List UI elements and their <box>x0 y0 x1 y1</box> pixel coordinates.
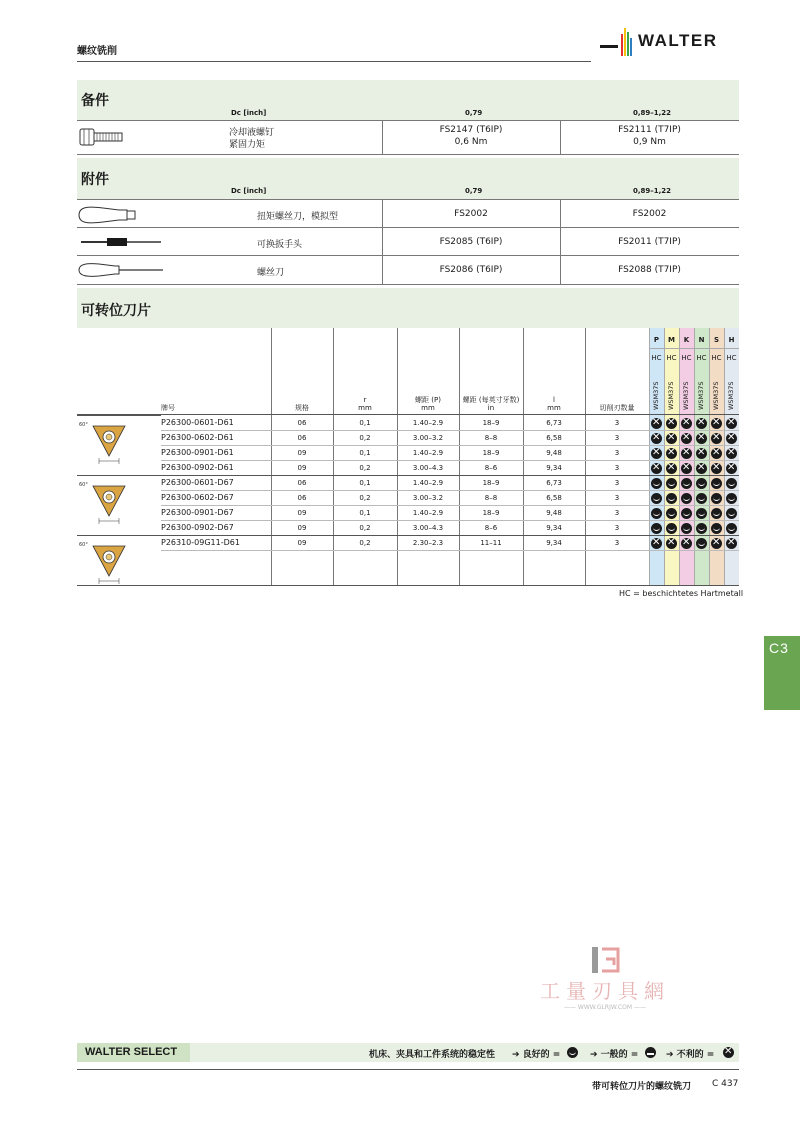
cell-edges: 3 <box>614 479 620 487</box>
cell-pitch: 3.00–3.2 <box>412 434 444 442</box>
bad-rating-icon <box>666 433 677 444</box>
cell-l: 9,48 <box>546 509 562 517</box>
good-rating-icon <box>666 493 677 504</box>
page-section-title: 螺纹铣削 <box>77 46 117 57</box>
accessory-row <box>77 255 739 285</box>
accessory-a: FS2085 (T6IP) <box>439 237 503 247</box>
cell-l: 6,73 <box>546 419 562 427</box>
bad-rating-icon <box>711 538 722 549</box>
good-rating-icon <box>666 508 677 519</box>
good-rating-icon <box>726 493 737 504</box>
row-divider <box>161 475 739 476</box>
cell-pitch: 2.30–2.3 <box>412 539 444 547</box>
good-rating-icon <box>651 523 662 534</box>
good-rating-icon <box>711 523 722 534</box>
cell-r: 0,1 <box>359 419 371 427</box>
cell-size: 09 <box>297 524 307 532</box>
bad-rating-icon <box>696 448 707 459</box>
bad-rating-icon <box>711 433 722 444</box>
row-divider <box>161 535 739 536</box>
cell-r: 0,1 <box>359 509 371 517</box>
cell-designation: P26300-0902-D61 <box>161 463 234 472</box>
good-rating-icon <box>681 478 692 489</box>
coolant-screw-icon <box>79 126 125 148</box>
cell-tpi: 18–9 <box>482 509 500 517</box>
cell-r: 0,2 <box>359 464 371 472</box>
accessory-b: FS2011 (T7IP) <box>618 237 681 247</box>
grade-hc-label: HC <box>711 354 722 362</box>
grade-group-label: H <box>728 336 735 344</box>
spare-part-b-1: FS2111 (T7IP) <box>618 125 681 135</box>
grade-hc-label: HC <box>666 354 677 362</box>
hdr-tpi-unit: in <box>487 404 495 412</box>
good-rating-icon <box>651 493 662 504</box>
cell-tpi: 11–11 <box>480 539 502 547</box>
row-divider <box>161 445 739 446</box>
insert-drawing-icon <box>79 538 129 586</box>
cell-tpi: 8–8 <box>484 434 498 442</box>
hdr-r-unit: mm <box>358 404 372 412</box>
cell-l: 9,34 <box>546 539 562 547</box>
grade-name-label: WSM37S <box>727 381 735 410</box>
hdr-pitch: 螺距 (P) <box>415 396 441 404</box>
grade-hc-label: HC <box>726 354 737 362</box>
row-divider <box>161 520 739 521</box>
bad-rating-icon <box>681 463 692 474</box>
good-rating-icon <box>681 508 692 519</box>
bad-rating-icon <box>666 538 677 549</box>
cell-edges: 3 <box>614 449 620 457</box>
cell-size: 06 <box>297 479 307 487</box>
column-divider <box>585 328 586 586</box>
watermark-url: —— WWW.GLRJW.COM —— <box>563 1004 646 1011</box>
bad-rating-icon <box>651 448 662 459</box>
grade-name-label: WSM37S <box>697 381 705 410</box>
svg-text:60°: 60° <box>79 482 88 488</box>
bad-rating-icon <box>681 448 692 459</box>
good-rating-icon <box>726 478 737 489</box>
cell-l: 9,34 <box>546 464 562 472</box>
dc-label: Dc [inch] <box>231 109 267 117</box>
cell-l: 6,73 <box>546 479 562 487</box>
cell-edges: 3 <box>614 434 620 442</box>
dc-label: Dc [inch] <box>231 187 267 195</box>
logo-wordmark: WALTER <box>638 31 718 50</box>
cell-l: 9,34 <box>546 524 562 532</box>
good-rating-icon <box>726 508 737 519</box>
hdr-l: l <box>553 396 555 404</box>
good-rating-icon <box>666 478 677 489</box>
grade-group-label: M <box>668 336 675 344</box>
row-divider <box>161 430 739 431</box>
grade-name-label: WSM37S <box>712 381 720 410</box>
chapter-tab[interactable] <box>764 636 800 710</box>
bad-rating-icon <box>726 418 737 429</box>
good-rating-icon <box>651 508 662 519</box>
bad-rating-icon <box>726 433 737 444</box>
cell-designation: P26300-0901-D61 <box>161 448 234 457</box>
group-divider <box>77 415 161 416</box>
legend-good: ➔ 良好的 = <box>512 1050 561 1060</box>
spare-part-b-2: 0,9 Nm <box>633 137 666 147</box>
bad-rating-icon <box>651 538 662 549</box>
cell-r: 0,2 <box>359 524 371 532</box>
insert-drawing-icon <box>79 418 129 466</box>
cell-designation: P26300-0601-D67 <box>161 478 234 487</box>
bad-rating-icon <box>681 418 692 429</box>
bad-rating-icon <box>726 448 737 459</box>
cell-r: 0,2 <box>359 539 371 547</box>
col-a-label: 0,79 <box>465 187 483 195</box>
torque-screwdriver-icon <box>77 204 141 226</box>
cell-edges: 3 <box>614 494 620 502</box>
cell-size: 09 <box>297 464 307 472</box>
bad-rating-icon <box>726 538 737 549</box>
watermark-text: 工量刃具網 <box>540 979 670 1003</box>
grade-hc-label: HC <box>651 354 662 362</box>
grade-name-label: WSM37S <box>667 381 675 410</box>
bad-rating-icon <box>666 463 677 474</box>
insert-drawing-icon <box>79 478 129 526</box>
cell-tpi: 8–6 <box>484 464 498 472</box>
column-divider <box>459 328 460 586</box>
good-rating-icon <box>681 493 692 504</box>
spare-part-label-2: 紧固力矩 <box>229 140 266 150</box>
good-rating-icon <box>651 478 662 489</box>
row-divider <box>161 550 739 551</box>
row-divider <box>161 490 739 491</box>
group-divider <box>77 475 161 476</box>
cell-size: 06 <box>297 419 307 427</box>
accessories-title: 附件 <box>81 172 109 188</box>
stability-legend: 机床、夹具和工件系统的稳定性 <box>369 1050 496 1060</box>
column-divider <box>397 328 398 586</box>
cell-tpi: 18–9 <box>482 419 500 427</box>
grade-hc-label: HC <box>681 354 692 362</box>
header-rule <box>77 61 591 62</box>
screwdriver-icon <box>77 261 167 279</box>
inserts-title: 可转位刀片 <box>81 303 151 319</box>
accessory-b: FS2088 (T7IP) <box>618 265 681 275</box>
good-rating-icon <box>696 508 707 519</box>
hdr-l-unit: mm <box>547 404 561 412</box>
cell-designation: P26300-0601-D61 <box>161 418 234 427</box>
grade-group-label: K <box>683 336 690 344</box>
cell-size: 09 <box>297 509 307 517</box>
good-rating-icon <box>666 523 677 534</box>
hc-note: HC = beschichtetes Hartmetall <box>619 589 744 598</box>
good-rating-icon <box>696 478 707 489</box>
cell-tpi: 18–9 <box>482 479 500 487</box>
cell-l: 6,58 <box>546 434 562 442</box>
cell-pitch: 3.00–4.3 <box>412 464 444 472</box>
cell-edges: 3 <box>614 464 620 472</box>
spare-part-a-1: FS2147 (T6IP) <box>439 125 503 135</box>
spare-part-row <box>77 120 739 155</box>
column-divider <box>333 328 334 586</box>
cell-edges: 3 <box>614 419 620 427</box>
accessory-b: FS2002 <box>632 209 667 219</box>
hdr-tpi: 螺距 (每英寸牙数) <box>462 396 520 404</box>
grade-name-label: WSM37S <box>682 381 690 410</box>
accessory-a: FS2002 <box>454 209 488 219</box>
bad-rating-icon <box>651 463 662 474</box>
group-divider <box>77 535 161 536</box>
spare-parts-header <box>77 80 739 120</box>
grade-group-label: S <box>713 336 720 344</box>
header-divider <box>77 414 739 415</box>
good-rating-icon <box>696 523 707 534</box>
watermark-logo-icon <box>590 945 620 975</box>
cell-l: 6,58 <box>546 494 562 502</box>
col-b-label: 0,89–1,22 <box>633 187 672 195</box>
good-rating-icon <box>696 538 707 549</box>
cell-size: 06 <box>297 434 307 442</box>
cell-tpi: 8–6 <box>484 524 498 532</box>
cell-pitch: 1.40–2.9 <box>412 509 444 517</box>
bad-rating-icon <box>726 463 737 474</box>
good-rating-icon <box>726 523 737 534</box>
hdr-pitch-unit: mm <box>421 404 435 412</box>
accessories-header <box>77 158 739 199</box>
accessory-label: 扭矩螺丝刀，模拟型 <box>257 212 339 222</box>
cell-edges: 3 <box>614 509 620 517</box>
cell-pitch: 1.40–2.9 <box>412 419 444 427</box>
svg-text:60°: 60° <box>79 422 88 428</box>
cell-designation: P26310-09G11-D61 <box>161 538 240 547</box>
svg-text:60°: 60° <box>79 542 88 548</box>
bad-symbol-icon <box>723 1047 734 1058</box>
legend-bad: ➔ 不利的 = <box>666 1050 715 1060</box>
cell-tpi: 18–9 <box>482 449 500 457</box>
good-rating-icon <box>696 493 707 504</box>
bad-rating-icon <box>651 433 662 444</box>
hdr-r: r <box>363 396 367 404</box>
walter-select-label: WALTER SELECT <box>77 1043 190 1062</box>
column-divider <box>523 328 524 586</box>
grade-name-label: WSM37S <box>652 381 660 410</box>
cell-r: 0,2 <box>359 434 371 442</box>
chapter-tab-label: C3 <box>769 640 789 656</box>
cell-size: 09 <box>297 539 307 547</box>
cell-l: 9,48 <box>546 449 562 457</box>
good-rating-icon <box>711 508 722 519</box>
row-divider <box>161 460 739 461</box>
cell-edges: 3 <box>614 524 620 532</box>
page-number: C 437 <box>712 1079 739 1089</box>
row-divider <box>161 505 739 506</box>
page-footer-title: 带可转位刀片的螺纹铣刀 <box>592 1082 692 1092</box>
bad-rating-icon <box>711 418 722 429</box>
bad-rating-icon <box>681 433 692 444</box>
spare-part-a-2: 0,6 Nm <box>454 137 488 147</box>
cell-size: 09 <box>297 449 307 457</box>
cell-pitch: 1.40–2.9 <box>412 479 444 487</box>
cell-edges: 3 <box>614 539 620 547</box>
ok-symbol-icon <box>645 1047 656 1058</box>
table-bottom-border <box>77 585 739 586</box>
bad-rating-icon <box>666 418 677 429</box>
bad-rating-icon <box>696 418 707 429</box>
good-rating-icon <box>681 523 692 534</box>
cell-r: 0,1 <box>359 479 371 487</box>
cell-designation: P26300-0602-D61 <box>161 433 234 442</box>
cell-pitch: 3.00–4.3 <box>412 524 444 532</box>
bad-rating-icon <box>696 433 707 444</box>
wrench-blade-icon <box>77 236 167 248</box>
inserts-header <box>77 288 739 328</box>
spare-part-label-1: 冷却液螺钉 <box>229 128 275 138</box>
cell-designation: P26300-0602-D67 <box>161 493 234 502</box>
accessory-a: FS2086 (T6IP) <box>439 265 503 275</box>
bad-rating-icon <box>696 463 707 474</box>
footer-rule <box>77 1069 739 1070</box>
grade-hc-label: HC <box>696 354 707 362</box>
bad-rating-icon <box>666 448 677 459</box>
bad-rating-icon <box>711 448 722 459</box>
good-symbol-icon <box>567 1047 578 1058</box>
hdr-designation: 牌号 <box>161 404 175 412</box>
cell-size: 06 <box>297 494 307 502</box>
spare-parts-title: 备件 <box>81 93 109 109</box>
col-b-label: 0,89–1,22 <box>633 109 672 117</box>
accessory-row <box>77 199 739 228</box>
bad-rating-icon <box>711 463 722 474</box>
cell-tpi: 8–8 <box>484 494 498 502</box>
good-rating-icon <box>711 493 722 504</box>
cell-r: 0,1 <box>359 449 371 457</box>
grade-group-label: N <box>698 336 705 344</box>
accessory-row <box>77 227 739 256</box>
watermark <box>535 945 675 1025</box>
column-divider <box>271 328 272 586</box>
inserts-table <box>77 328 739 586</box>
hdr-size: 规格 <box>295 404 309 412</box>
accessory-label: 可换扳手头 <box>257 240 303 250</box>
accessory-label: 螺丝刀 <box>257 268 285 278</box>
bad-rating-icon <box>651 418 662 429</box>
col-a-label: 0,79 <box>465 109 483 117</box>
hdr-edges: 切削刃数量 <box>599 404 635 412</box>
bad-rating-icon <box>681 538 692 549</box>
cell-designation: P26300-0902-D67 <box>161 523 234 532</box>
cell-designation: P26300-0901-D67 <box>161 508 234 517</box>
good-rating-icon <box>711 478 722 489</box>
legend-ok: ➔ 一般的 = <box>590 1050 639 1060</box>
grade-header-divider <box>649 348 739 349</box>
cell-pitch: 1.40–2.9 <box>412 449 444 457</box>
walter-logo <box>600 28 740 58</box>
cell-pitch: 3.00–3.2 <box>412 494 444 502</box>
grade-group-label: P <box>653 336 660 344</box>
cell-r: 0,2 <box>359 494 371 502</box>
